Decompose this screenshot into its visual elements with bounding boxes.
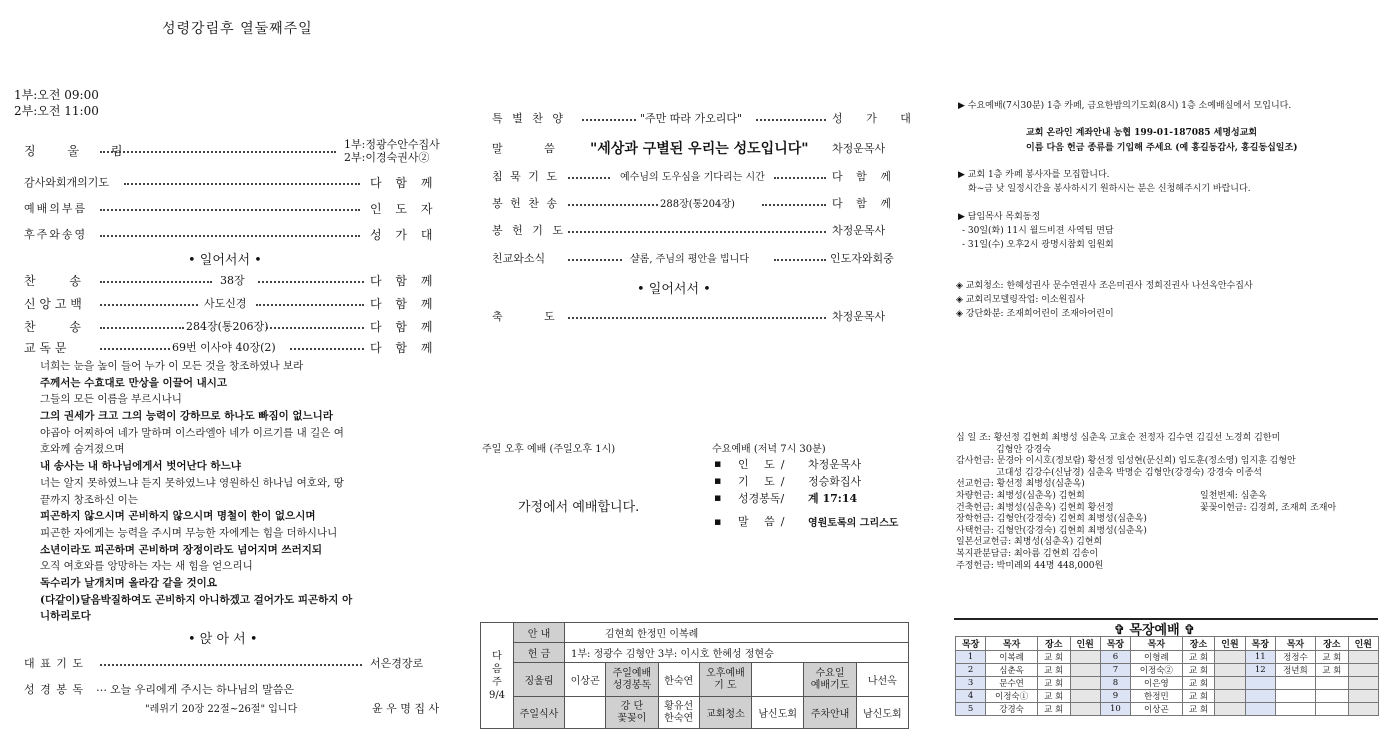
mid-stand-up-heading: • 일어서서 • xyxy=(637,282,711,297)
leader-dots xyxy=(100,348,170,350)
leader-dots xyxy=(568,231,826,233)
reading-line: 그들의 모든 이름을 부르시나니 xyxy=(40,393,182,406)
order-label: 찬 송 xyxy=(24,274,81,288)
leader-dots xyxy=(100,209,360,211)
stand-up-heading: • 일어서서 • xyxy=(188,253,262,268)
mokjang-cell: 교 회 xyxy=(1182,664,1215,677)
offering-line: 장학헌금: 김형안(강경숙) 김현희 최병성(심춘옥) xyxy=(956,514,1147,525)
leader-dots xyxy=(100,664,362,666)
sit-down-heading: • 앉 아 서 • xyxy=(188,632,258,647)
order-label: 예배의부름 xyxy=(24,202,88,215)
order-who: 차정운목사 xyxy=(832,142,886,155)
mokjang-cell: 4 xyxy=(956,690,986,703)
mokjang-cell xyxy=(1070,664,1100,677)
service-time-2: 2부:오전 11:00 xyxy=(14,104,99,118)
benediction-who: 차정운목사 xyxy=(832,310,886,323)
mokjang-cell: 한정민 xyxy=(1131,690,1183,703)
mokjang-header: 목자 xyxy=(986,637,1038,651)
mokjang-row xyxy=(956,690,1379,703)
order-who: 다 함 께 xyxy=(832,197,891,210)
offering-line: 고대성 김강수(신남경) 심춘옥 박명순 김형안(강경숙) 강경숙 이종석 xyxy=(956,467,1263,478)
mokjang-header: 목자 xyxy=(1131,637,1183,651)
order-who: 다 함 께 xyxy=(832,170,891,183)
mokjang-cell: 정정수 xyxy=(1275,651,1315,664)
mokjang-cell: 3 xyxy=(956,677,986,690)
order-item: 예수님의 도우심을 기다리는 시간 xyxy=(620,172,765,183)
mokjang-header: 인원 xyxy=(1348,637,1378,651)
duty-label: 징울림 xyxy=(514,663,565,697)
leader-dots xyxy=(568,177,610,179)
leader-dots xyxy=(568,317,826,319)
mokjang-cell: 강경숙 xyxy=(986,703,1038,716)
offering-right: 꽃꽂이헌금: 김경희, 조재희 조재아 xyxy=(1200,503,1337,513)
reading-line: 야곱아 어찌하여 네가 말하며 이스라엘아 네가 이르기를 내 길은 여 xyxy=(40,426,344,439)
mokjang-cell: 정년희 xyxy=(1275,664,1315,677)
leader-dots xyxy=(266,327,364,329)
bullet: ▪ xyxy=(714,474,722,487)
announcement: ◈ 교회리모델링작업: 이소원집사 xyxy=(956,295,1085,305)
reading-line: 주께서는 수효대로 만상을 이끌어 내시고 xyxy=(40,376,228,389)
mokjang-cell xyxy=(1215,677,1245,690)
mokjang-cell: 8 xyxy=(1100,677,1130,690)
mokjang-row xyxy=(956,703,1379,716)
order-who: 인 도 자 xyxy=(370,202,433,216)
announcement: 이름 다음 헌금 종류를 기입해 주세요 (예 홍길동감사, 홍길동십일조) xyxy=(1026,143,1298,153)
announcement: 교회 온라인 계좌안내 농협 199-01-187085 세명성교회 xyxy=(1026,128,1258,138)
mokjang-row xyxy=(956,677,1379,690)
mokjang-cell: 이정숙① xyxy=(986,690,1038,703)
order-label: 성 경 봉 독 xyxy=(24,683,84,696)
order-who: 성 가 대 xyxy=(370,228,433,242)
reading-line: 니하리로다 xyxy=(40,610,91,623)
duty-value: 남신도회 xyxy=(752,697,804,729)
reading-line: 너는 알지 못하였느냐 듣지 못하였느냐 영원하신 하나님 여호와, 땅 xyxy=(40,476,344,489)
offering-line: 주정헌금: 박미례외 44명 448,000원 xyxy=(956,560,1104,571)
leader-dots xyxy=(774,177,826,179)
mokjang-cell: 교 회 xyxy=(1182,703,1215,716)
mokjang-cell: 이상곤 xyxy=(1131,703,1183,716)
duty-label: 주일식사 xyxy=(514,697,565,729)
order-label: 교 독 문 xyxy=(24,341,67,355)
mokjang-cell xyxy=(1215,690,1245,703)
mokjang-cell: 교 회 xyxy=(1037,703,1070,716)
reading-line: (다같이)달음박질하여도 곤비하지 아니하겠고 걸어가도 피곤하지 아 xyxy=(40,593,353,606)
order-item: "주만 따라 가오리다" xyxy=(640,112,743,125)
mokjang-cell xyxy=(1070,677,1100,690)
mokjang-cell xyxy=(1315,677,1348,690)
cross-icon: ✞ xyxy=(1179,623,1196,638)
order-who: 다 함 께 xyxy=(370,297,433,311)
order-label: 봉 헌 찬 송 xyxy=(492,197,559,210)
responsive-reading xyxy=(40,358,440,625)
service-time-1: 1부:오전 09:00 xyxy=(14,88,99,102)
order-label: 징 울 림 xyxy=(24,144,137,158)
order-label: 신 앙 고 백 xyxy=(24,297,82,311)
mokjang-header: 인원 xyxy=(1215,637,1245,651)
mokjang-cell: 교 회 xyxy=(1315,651,1348,664)
order-label: 후주와송영 xyxy=(24,228,88,241)
mokjang-cell: 심춘옥 xyxy=(986,664,1038,677)
reading-line: 그의 권세가 크고 그의 능력이 강하므로 하나도 빠짐이 없느니라 xyxy=(40,410,333,423)
mokjang-cell xyxy=(1275,690,1315,703)
leader-dots xyxy=(762,204,826,206)
mokjang-cell: 11 xyxy=(1245,651,1275,664)
leader-dots xyxy=(756,119,826,121)
reading-line: 오직 여호와를 앙망하는 자는 새 힘을 얻으리니 xyxy=(40,560,253,573)
next-week-label: 다 음 주 9/4 xyxy=(481,623,514,729)
mokjang-cell xyxy=(1215,703,1245,716)
duty-label: 주일예배 성경봉독 xyxy=(606,663,658,697)
offering-right: 일천번제: 심춘옥 xyxy=(1200,491,1267,501)
mokjang-cell: 문수연 xyxy=(986,677,1038,690)
order-who: 차정운목사 xyxy=(832,224,886,237)
offering-line: 복지관분담금: 최아름 김현희 김송이 xyxy=(956,548,1099,559)
duty-label: 강 단 꽃꽂이 xyxy=(606,697,658,729)
mokjang-header: 목자 xyxy=(1275,637,1315,651)
wednesday-title: 수요예배 (저녁 7시 30분) xyxy=(712,444,826,455)
order-who: 다 함 께 xyxy=(370,341,433,355)
leader-dots xyxy=(568,259,622,261)
mokjang-cell: 이복례 xyxy=(986,651,1038,664)
order-who: 서은경장로 xyxy=(370,657,424,670)
leader-dots xyxy=(582,119,636,121)
mokjang-cell xyxy=(1315,690,1348,703)
mokjang-header: 인원 xyxy=(1070,637,1100,651)
wed-value: 계 17:14 xyxy=(808,492,858,505)
next-week-table xyxy=(480,622,909,729)
mokjang-cell xyxy=(1348,690,1378,703)
announcement: - 30일(화) 11시 월드비젼 사역팀 면담 xyxy=(962,226,1114,236)
reading-line: 내 송사는 내 하나님에게서 벗어난다 하느냐 xyxy=(40,460,241,473)
leader-dots xyxy=(568,204,658,206)
order-who: 다 함 께 xyxy=(370,176,433,190)
mokjang-title: 목장예배 xyxy=(1129,623,1180,638)
order-item-dots: … xyxy=(96,681,107,694)
mokjang-cell xyxy=(1245,677,1275,690)
order-item: 288장(통204장) xyxy=(660,199,735,210)
mokjang-cell: 교 회 xyxy=(1037,664,1070,677)
sermon-title: "세상과 구별된 우리는 성도입니다" xyxy=(590,141,809,157)
leader-dots xyxy=(124,183,360,185)
mokjang-header: 장소 xyxy=(1315,637,1348,651)
reading-line: 독수리가 날개치며 올라감 같을 것이요 xyxy=(40,576,217,589)
mokjang-cell: 이형례 xyxy=(1131,651,1183,664)
scripture-reader: 윤 우 명 집 사 xyxy=(372,702,440,715)
offering-line: 일본선교헌금: 최병성(심춘옥) 김현희 xyxy=(956,537,1103,548)
order-item: 오늘 우리에게 주시는 하나님의 말씀은 xyxy=(110,683,295,696)
mokjang-cell: 10 xyxy=(1100,703,1130,716)
leader-dots xyxy=(100,304,198,306)
mokjang-cell: 9 xyxy=(1100,690,1130,703)
reading-line: 피곤하지 않으시며 곤비하지 않으시며 명철이 한이 없으시며 xyxy=(40,510,316,523)
mokjang-cell: 5 xyxy=(956,703,986,716)
reading-line: 호와께 숨겨졌으며 xyxy=(40,443,125,456)
offering-line: 건축헌금: 최병성(심춘옥) 김현희 황선정 xyxy=(956,502,1114,513)
bullet: ▪ xyxy=(714,515,722,528)
order-who: 다 함 께 xyxy=(370,320,433,334)
mokjang-cell xyxy=(1215,651,1245,664)
mokjang-table xyxy=(955,636,1379,716)
offering-line: 감사헌금: 문경아 이시호(정보람) 황선정 임성현(문신희) 임도훈(정소영) 임지훈 김형안 xyxy=(956,456,1296,467)
wed-value: 차정운목사 xyxy=(808,458,862,471)
mokjang-cell: 이정숙② xyxy=(1131,664,1183,677)
mokjang-cell xyxy=(1245,703,1275,716)
order-who: 다 함 께 xyxy=(370,274,433,288)
offering-value: 1부: 정광수 김형안 3부: 이시호 한혜성 정현승 xyxy=(565,643,909,663)
duty-label: 오후예배 기 도 xyxy=(699,663,751,697)
order-label: 감사와회개의기도 xyxy=(24,176,110,189)
mokjang-cell: 이은영 xyxy=(1131,677,1183,690)
mokjang-row xyxy=(956,651,1379,664)
order-label: 찬 송 xyxy=(24,320,81,334)
order-label: 특 별 찬 양 xyxy=(492,112,566,125)
mokjang-cell xyxy=(1070,690,1100,703)
order-label: 친교와소식 xyxy=(492,252,546,265)
mokjang-cell: 2 xyxy=(956,664,986,677)
wed-label: 말 씀/ xyxy=(738,515,791,528)
reading-line: 끝까지 창조하신 이는 xyxy=(40,493,138,506)
offering-line: 김형안 강경숙 xyxy=(956,444,1052,455)
order-who: 성 가 대 xyxy=(832,112,921,125)
mokjang-row xyxy=(956,664,1379,677)
mokjang-cell: 교 회 xyxy=(1315,664,1348,677)
duty-label: 주차안내 xyxy=(804,697,856,729)
reading-line: 소년이라도 피곤하며 곤비하며 장정이라도 넘어지며 쓰러지되 xyxy=(40,543,322,556)
order-item: 샬롬, 주님의 평안을 빕니다 xyxy=(630,254,749,265)
announcement: ▶ 교회 1층 카페 봉사자를 모집합니다. xyxy=(958,170,1110,180)
mokjang-cell: 교 회 xyxy=(1037,677,1070,690)
mokjang-cell: 12 xyxy=(1245,664,1275,677)
announcement: - 31일(수) 오후2시 광명시참회 임원회 xyxy=(962,240,1114,250)
wed-label: 기 도/ xyxy=(738,475,791,488)
offering-line: 차량헌금: 최병성(심춘옥) 김현희 xyxy=(956,490,1085,501)
offering-line: 선교헌금: 황선정 최병성(심춘옥) xyxy=(956,479,1085,490)
order-item: 38장 xyxy=(220,274,245,287)
announcement: ◈ 교회청소: 한혜성권사 문수연권사 조은미권사 정희진권사 나선옥안수집사 xyxy=(956,281,1253,291)
announcement: ◈ 강단화분: 조재희어린이 조재아어린이 xyxy=(956,309,1114,319)
guide-label: 안 내 xyxy=(514,623,565,643)
wed-value: 영원토록의 그리스도 xyxy=(808,518,899,529)
mokjang-cell: 교 회 xyxy=(1182,677,1215,690)
leader-dots xyxy=(100,327,184,329)
mokjang-cell xyxy=(1315,703,1348,716)
leader-dots xyxy=(100,151,336,153)
duty-label: 수요일 예배기도 xyxy=(804,663,856,697)
leader-dots xyxy=(290,348,364,350)
order-who: 인도자와회중 xyxy=(830,252,894,265)
order-who: 1부:정광수안수집사 xyxy=(344,138,440,151)
leader-dots xyxy=(256,304,364,306)
mokjang-cell xyxy=(1275,677,1315,690)
mokjang-cell xyxy=(1275,703,1315,716)
leader-dots xyxy=(100,281,212,283)
duty-value xyxy=(752,663,804,697)
mokjang-cell xyxy=(1348,664,1378,677)
mokjang-cell xyxy=(1070,651,1100,664)
wed-value: 정승화집사 xyxy=(808,475,862,488)
bullet: ▪ xyxy=(714,491,722,504)
reading-line: 너희는 눈을 높이 들어 누가 이 모든 것을 창조하였나 보라 xyxy=(40,360,304,372)
order-item: 사도신경 xyxy=(204,297,247,310)
announcement: ▶ 담임목사 목회동정 xyxy=(958,212,1041,222)
announcement: 화~금 낮 일정시간을 봉사하시기 원하시는 분은 신청해주시기 바랍니다. xyxy=(968,184,1251,194)
leader-dots xyxy=(100,235,360,237)
benediction-label: 축 도 xyxy=(492,310,555,323)
order-label: 봉 헌 기 도 xyxy=(492,224,566,237)
order-label: 대 표 기 도 xyxy=(24,657,84,670)
mokjang-cell: 6 xyxy=(1100,651,1130,664)
mokjang-cell: 7 xyxy=(1100,664,1130,677)
mokjang-cell xyxy=(1070,703,1100,716)
mokjang-cell: 교 회 xyxy=(1182,690,1215,703)
mokjang-cell xyxy=(1348,651,1378,664)
scripture-ref: "레위기 20장 22절~26절" 입니다 xyxy=(145,704,298,715)
wed-label: 성경봉독/ xyxy=(738,492,785,505)
mokjang-cell xyxy=(1215,664,1245,677)
order-item: 69번 이사야 40장(2) xyxy=(172,341,276,354)
mokjang-cell xyxy=(1348,677,1378,690)
offering-line: 사택헌금: 김형안(강경숙) 김현희 최병성(심춘옥) xyxy=(956,525,1147,536)
mokjang-header: 장소 xyxy=(1037,637,1070,651)
duty-value xyxy=(565,697,606,729)
announcement: ▶ 수요예배(7시30분) 1층 카페, 금요한밤의기도회(8시) 1층 소예배실에서 모입니다. xyxy=(958,101,1292,111)
order-who: 2부:이경숙권사② xyxy=(344,151,430,164)
order-label: 말 씀 xyxy=(492,142,555,155)
duty-value: 나선옥 xyxy=(856,663,908,697)
duty-value: 남신도회 xyxy=(856,697,908,729)
reading-line: 피곤한 자에게는 능력을 주시며 무능한 자에게는 힘을 더하시나니 xyxy=(40,526,338,539)
cross-icon: ✞ xyxy=(1114,623,1130,638)
bullet: ▪ xyxy=(714,457,722,470)
offering-line: 십 일 조: 황선정 김현희 최병성 심춘옥 고효순 전정자 김수연 김길선 노경희 김한미 xyxy=(956,433,1281,443)
afternoon-note: 가정에서 예배합니다. xyxy=(518,500,640,515)
wed-label: 인 도/ xyxy=(738,458,791,471)
guide-value: 김현희 한정민 이복례 xyxy=(565,623,909,643)
order-label: 침 묵 기 도 xyxy=(492,170,559,183)
afternoon-title: 주일 오후 예배 (주일오후 1시) xyxy=(482,444,616,455)
mokjang-cell: 교 회 xyxy=(1182,651,1215,664)
mokjang-header: 목장 xyxy=(956,637,986,651)
mokjang-cell xyxy=(1348,703,1378,716)
duty-value: 이상곤 xyxy=(565,663,606,697)
page-title: 성령강림후 열둘째주일 xyxy=(162,21,313,37)
mokjang-header: 목장 xyxy=(1245,637,1275,651)
order-item: 284장(통206장) xyxy=(186,320,269,333)
mokjang-header: 목장 xyxy=(1100,637,1130,651)
mokjang-cell: 교 회 xyxy=(1037,690,1070,703)
leader-dots xyxy=(774,259,826,261)
leader-dots xyxy=(258,281,364,283)
mokjang-cell xyxy=(1245,690,1275,703)
duty-label: 교회청소 xyxy=(699,697,751,729)
mokjang-header: 장소 xyxy=(1182,637,1215,651)
mokjang-cell: 1 xyxy=(956,651,986,664)
mokjang-cell: 교 회 xyxy=(1037,651,1070,664)
offering-label: 헌 금 xyxy=(514,643,565,663)
duty-value: 황유선 한숙연 xyxy=(658,697,699,729)
duty-value: 한숙연 xyxy=(658,663,699,697)
